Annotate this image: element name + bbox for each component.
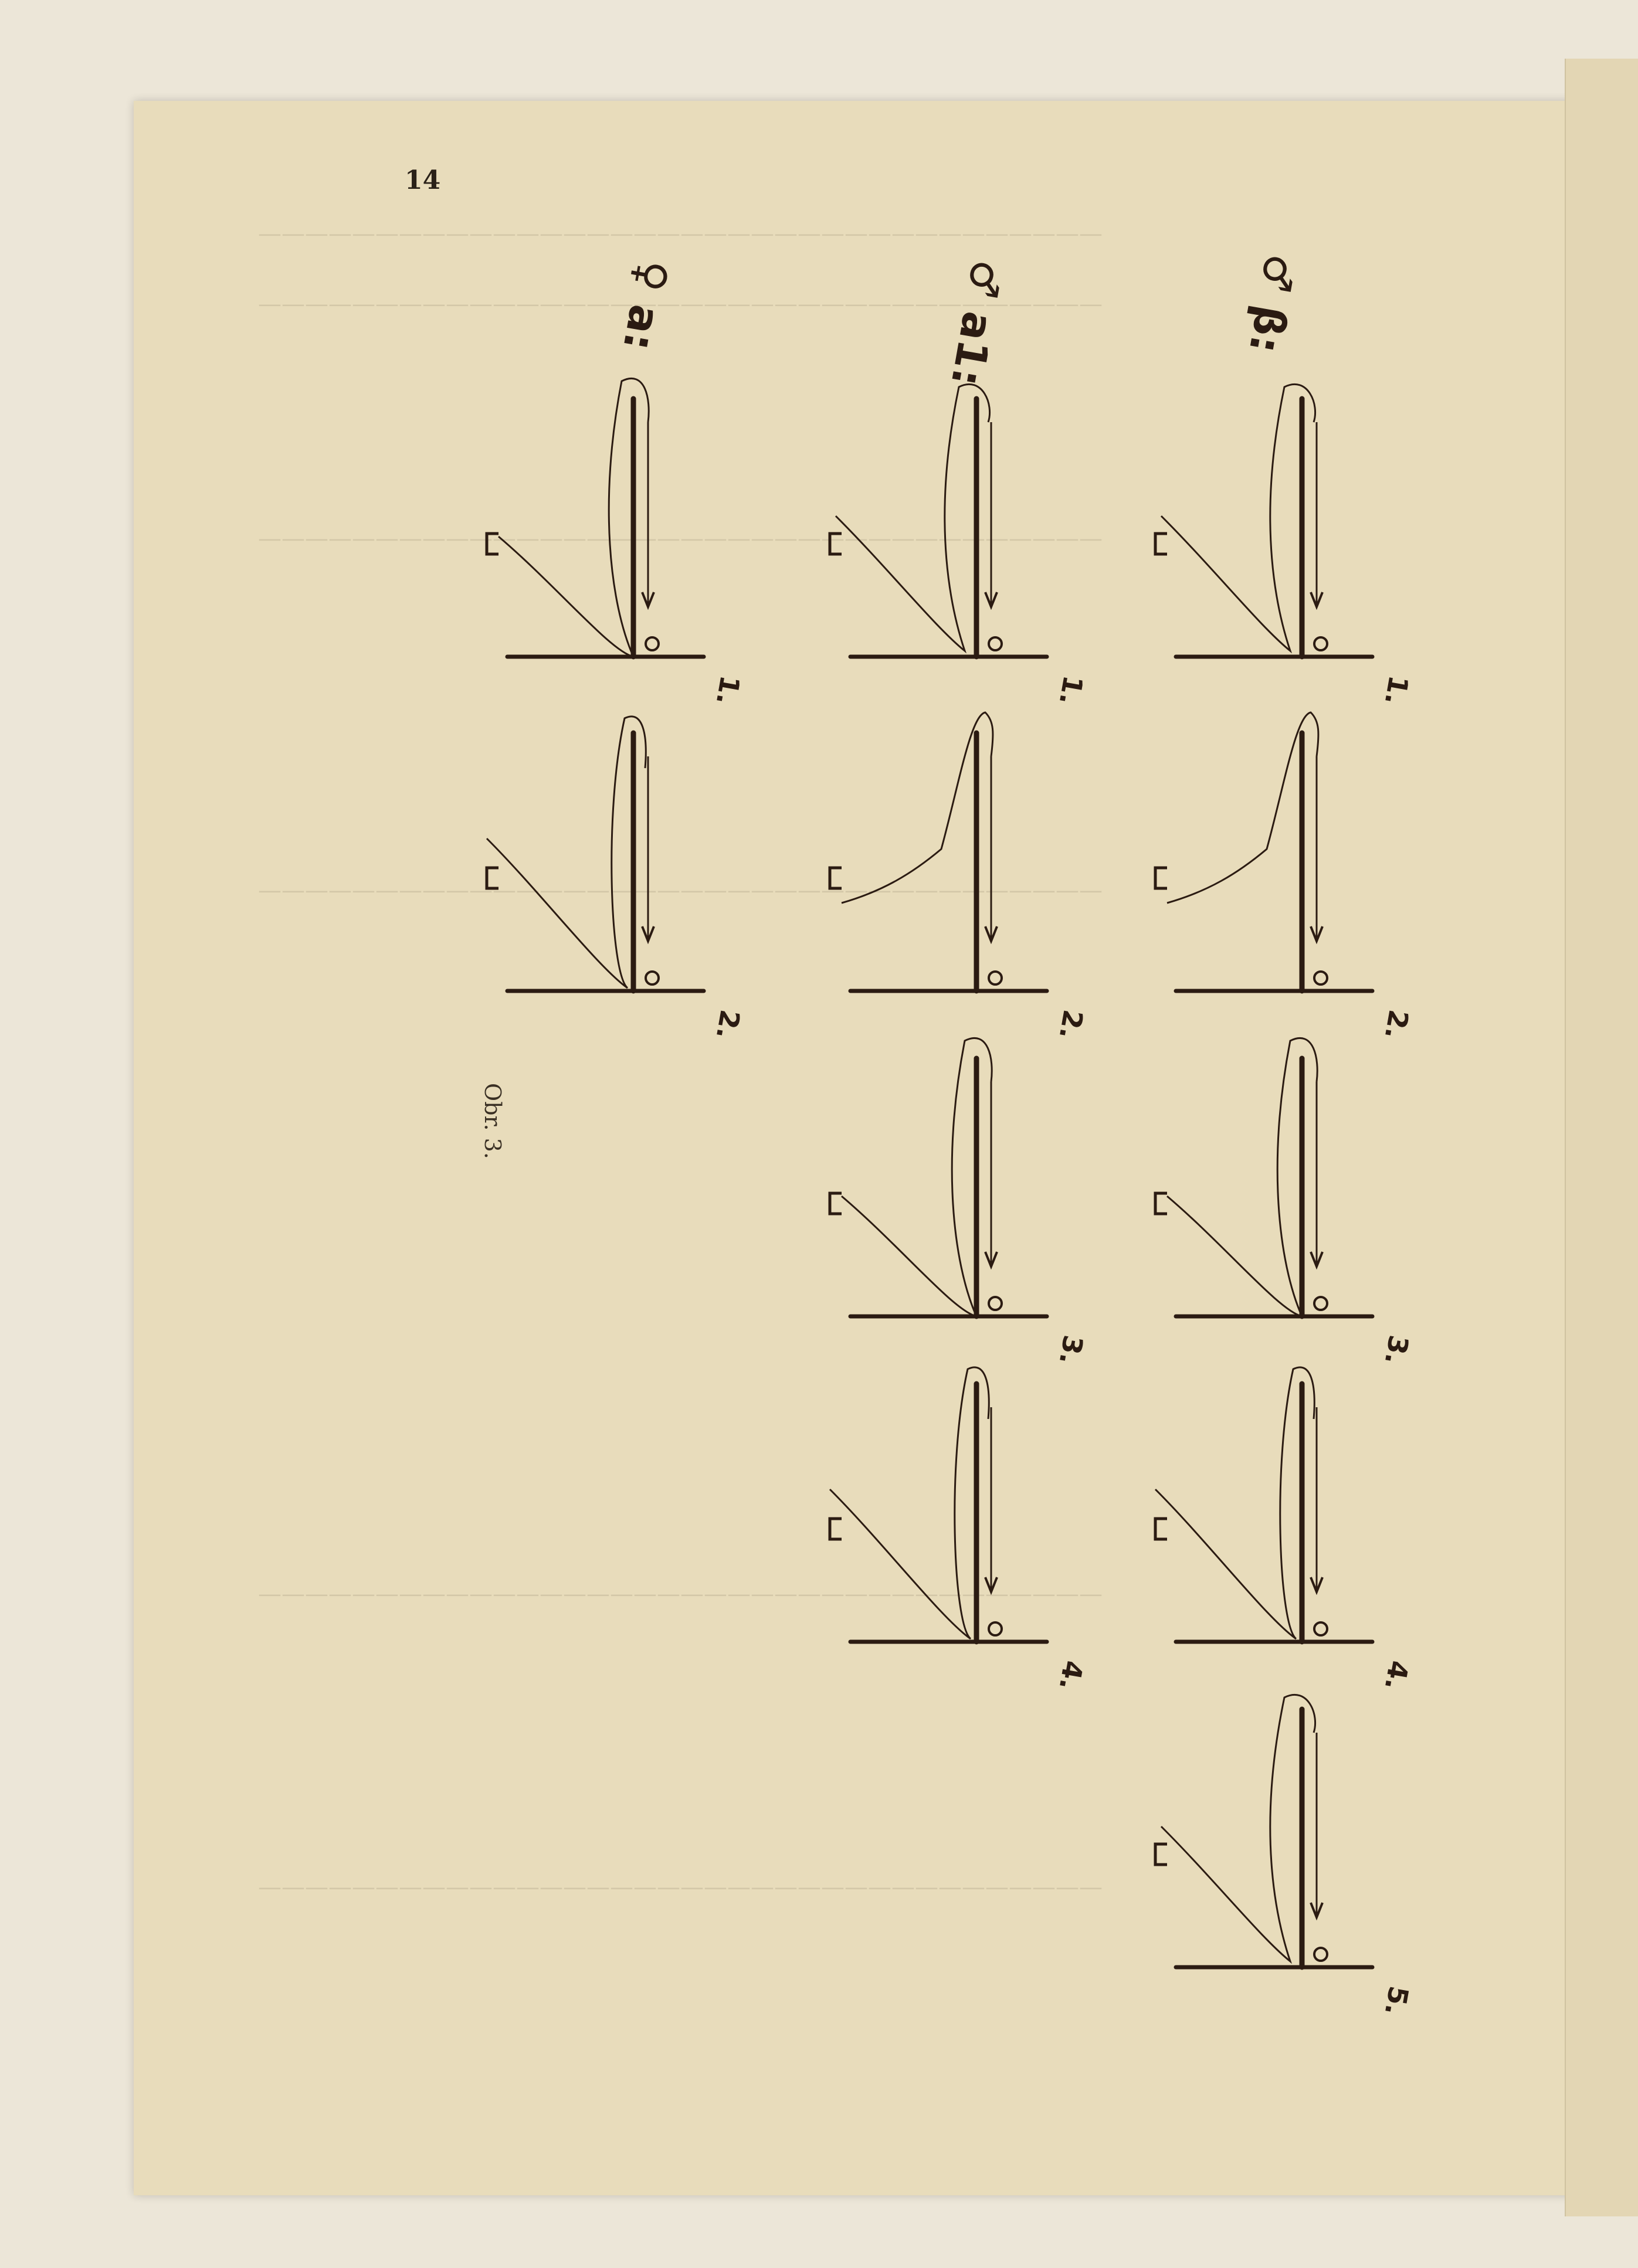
egg-circle — [1314, 972, 1327, 984]
male-b-panel-4 — [1155, 1367, 1415, 1692]
movement-trace — [1167, 712, 1318, 903]
page-number: 14 — [405, 165, 441, 195]
start-bracket — [1155, 1519, 1167, 1539]
movement-trace — [836, 384, 990, 651]
movement-trace — [1161, 1695, 1315, 1961]
panel-number-label: 2. — [1378, 1007, 1415, 1042]
female-panel-1 — [487, 378, 746, 707]
start-bracket — [830, 868, 842, 888]
male-b-panel-2 — [1155, 712, 1415, 1041]
panel-number-label: 3. — [1378, 1333, 1415, 1367]
panel-number-label: 4. — [1378, 1658, 1415, 1693]
movement-trace — [487, 717, 646, 988]
start-bracket — [830, 534, 842, 554]
male-b-column-label: ♂ β: — [1239, 250, 1305, 358]
egg-circle — [989, 1622, 1002, 1635]
egg-circle — [989, 972, 1002, 984]
male-a1-column-label: ♂ a1: — [941, 256, 1012, 391]
egg-circle — [1314, 1948, 1327, 1961]
movement-trace — [1167, 1038, 1317, 1316]
male-b-panel-1 — [1155, 384, 1415, 707]
male-b-panel-3 — [1155, 1038, 1415, 1367]
diagram-labels — [613, 250, 1305, 390]
movement-trace — [498, 378, 649, 657]
start-bracket — [1155, 1193, 1167, 1214]
start-bracket — [487, 534, 498, 554]
egg-circle — [989, 1297, 1002, 1310]
egg-circle — [646, 637, 659, 650]
start-bracket — [1155, 868, 1167, 888]
egg-circle — [989, 637, 1002, 650]
female-panel-2 — [487, 717, 746, 1041]
movement-trace — [1161, 384, 1315, 651]
male-a1-panel-3 — [830, 1038, 1089, 1367]
start-bracket — [830, 1519, 842, 1539]
panel-number-label: 1. — [1053, 673, 1090, 708]
movement-trace — [1155, 1367, 1314, 1639]
panel-number-label: 2. — [1053, 1007, 1090, 1042]
figure-caption: Obr. 3. — [479, 1083, 506, 1159]
male-b-panel-5 — [1155, 1695, 1415, 2018]
panel-number-label: 2. — [710, 1007, 747, 1042]
panel-number-label: 4. — [1053, 1658, 1090, 1693]
start-bracket — [830, 1193, 842, 1214]
movement-trace — [842, 712, 993, 903]
movement-trace — [842, 1038, 992, 1316]
egg-circle — [646, 972, 659, 984]
diagram-panels — [487, 378, 1415, 2018]
male-a1-panel-4 — [830, 1367, 1089, 1692]
panel-number-label: 5. — [1378, 1984, 1415, 2018]
start-bracket — [487, 868, 498, 888]
start-bracket — [1155, 534, 1167, 554]
egg-circle — [1314, 1622, 1327, 1635]
panel-number-label: 3. — [1053, 1333, 1090, 1367]
male-a1-panel-1 — [830, 384, 1089, 707]
start-bracket — [1155, 1844, 1167, 1865]
panel-number-label: 1. — [1378, 673, 1415, 708]
male-a1-panel-2 — [830, 712, 1089, 1041]
egg-circle — [1314, 637, 1327, 650]
female-column-label: ♀ a: — [613, 256, 678, 355]
movement-trace — [830, 1367, 989, 1639]
egg-circle — [1314, 1297, 1327, 1310]
panel-number-label: 1. — [710, 673, 747, 708]
